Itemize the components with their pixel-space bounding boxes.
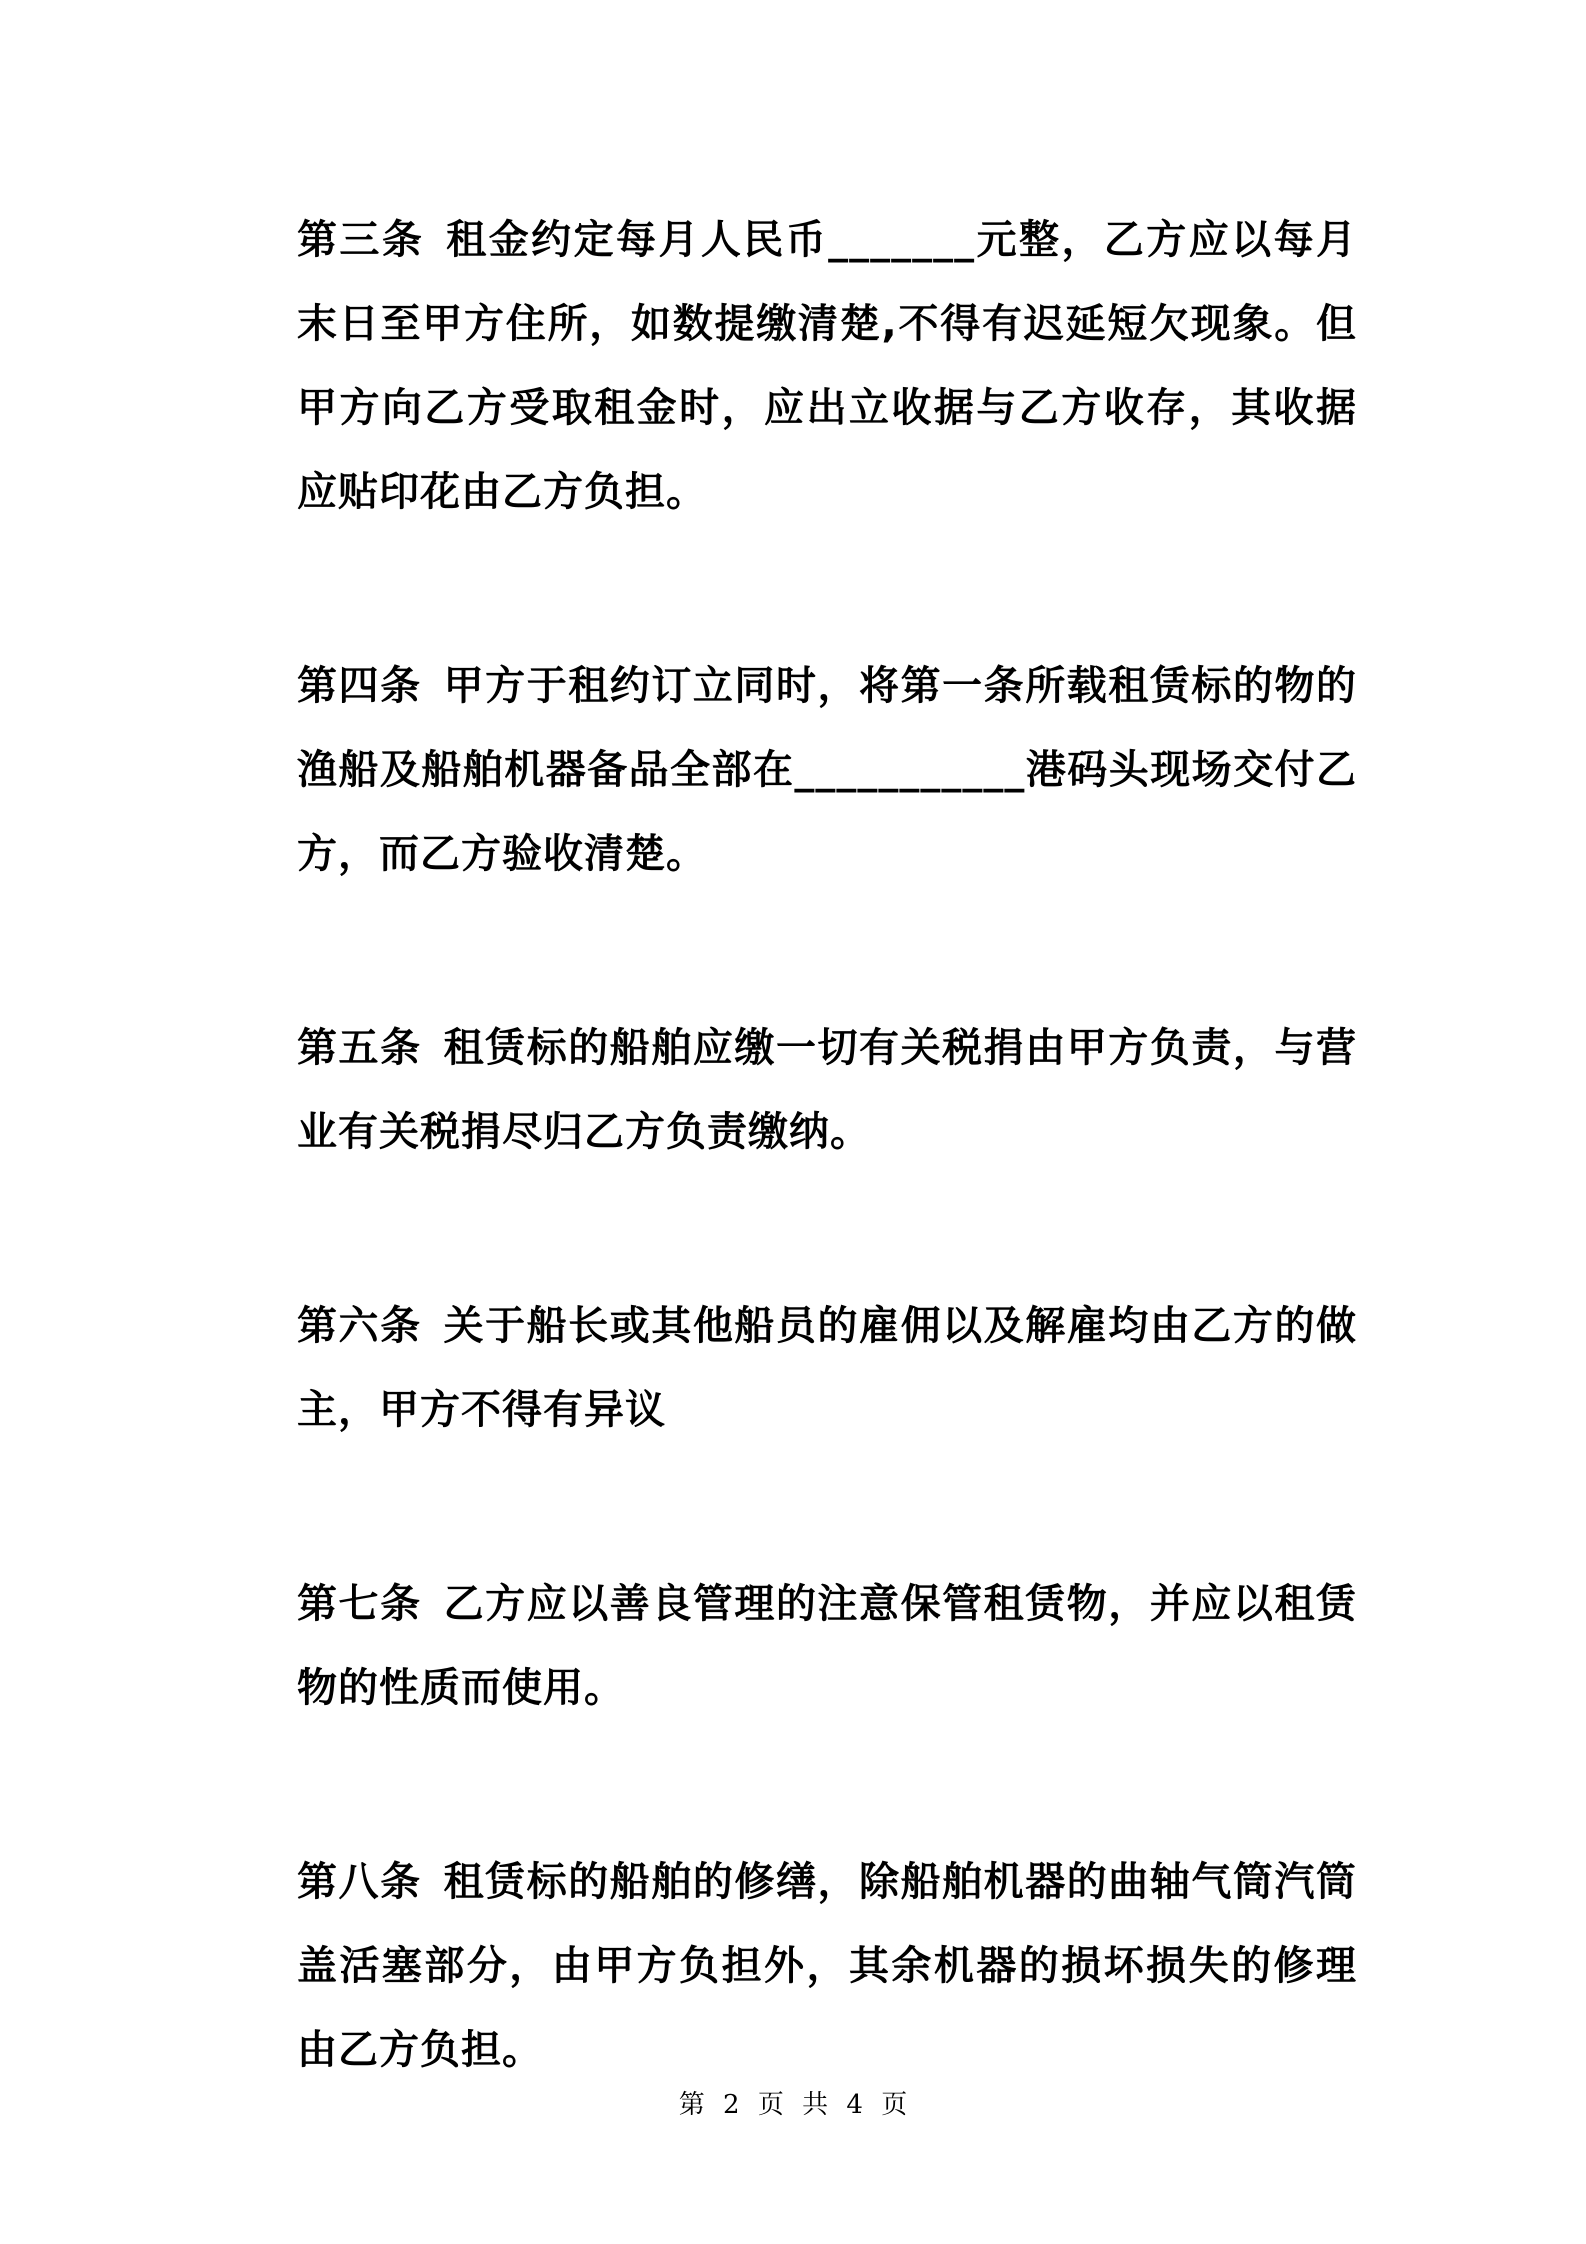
clause-4-text: 甲方于租约订立同时，将第一条所载租赁标的物的渔船及船舶机器备品全部在___________港码头现场交付乙方，而乙方验收清楚。 [297, 663, 1357, 877]
clause-5-text: 租赁标的船舶应缴一切有关税捐由甲方负责，与营业有关税捐尽归乙方负责缴纳。 [297, 1025, 1357, 1155]
clause-5 [297, 1006, 1357, 1174]
clause-7 [297, 1562, 1357, 1730]
clause-4 [297, 644, 1357, 896]
document-body [297, 198, 1357, 2202]
clause-3-text: 租金约定每月人民币_______元整，乙方应以每月末日至甲方住所，如数提缴清楚,不得有迟延短欠现象。但甲方向乙方受取租金时，应出立收据与乙方收存，其收据应贴印花由乙方负担。 [297, 217, 1358, 515]
clause-3 [297, 198, 1357, 534]
page-number-footer: 第 2 页 共 4 页 [678, 2090, 908, 2120]
clause-5-heading: 第五条 [297, 1025, 422, 1071]
clause-7-text: 乙方应以善良管理的注意保管租赁物，并应以租赁物的性质而使用。 [297, 1581, 1357, 1711]
clause-8-text: 租赁标的船舶的修缮，除船舶机器的曲轴气筒汽筒盖活塞部分，由甲方负担外，其余机器的损坏损失的修理由乙方负担。 [297, 1859, 1357, 2073]
clause-6 [297, 1284, 1357, 1452]
clause-7-heading: 第七条 [297, 1581, 422, 1627]
clause-6-heading: 第六条 [297, 1303, 422, 1349]
clause-8-heading: 第八条 [297, 1859, 422, 1905]
clause-3-heading: 第三条 [297, 217, 425, 263]
clause-8 [297, 1840, 1357, 2092]
clause-6-text: 关于船长或其他船员的雇佣以及解雇均由乙方的做主，甲方不得有异议 [297, 1303, 1357, 1433]
clause-4-heading: 第四条 [297, 663, 422, 709]
